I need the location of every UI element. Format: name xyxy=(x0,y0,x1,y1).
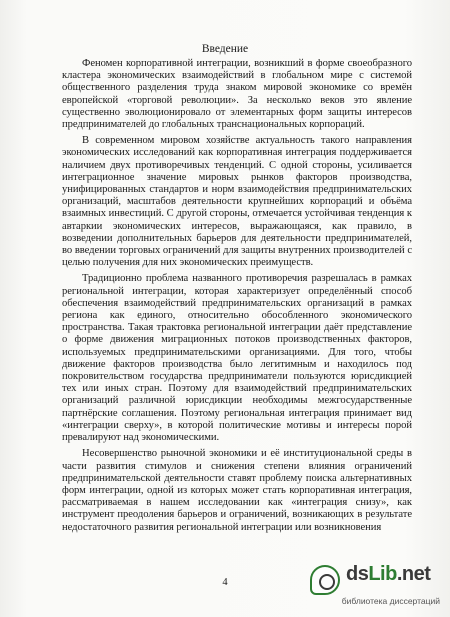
paragraph-3: Традиционно проблема названного противоречия разрешалась в рамках региональной интеграции, которая характеризует определённый способ обеспечения взаимодействий предпринимательских организаций в рамках региона как единого, относительно обособленного экономического пространства. Такая трактовка региональной интеграции даёт представление о форме движения миграционных потоков производственных факторов, используемых предпринимательскими организациями. Для того, чтобы движение факторов производства было легитимным и находилось под покровительством государства предприниматели пользуются юрисдикцией тех или иных стран. Поэтому для взаимодействий предпринимательских организаций различной юрисдикции необходимы межгосударственные партнёрские соглашения. Поэтому региональная интеграция принимает вид «интеграции сверху», в которой политические мотивы и интересы порой превалируют над экономическими. xyxy=(62,273,412,444)
watermark-subtitle: библиотека диссертаций xyxy=(341,596,440,606)
dslib-watermark xyxy=(310,563,440,613)
watermark-logo xyxy=(346,563,430,586)
logo-part-ds: ds xyxy=(346,563,369,585)
paragraph-4: Несовершенство рыночной экономики и её институциональной среды в части развития стимулов и снижения степени влияния ограничений предпринимательской деятельности ставят проблему поиска альтернативных форм интеграции, одной из которых может стать корпоративная интеграция, рассматриваемая в нашем исследовании как «интеграция снизу», как инструмент преодоления барьеров и ограничений, возникающих в результате недостаточного развития региональной интеграции или возникновения xyxy=(62,448,412,533)
logo-part-lib: Lib xyxy=(368,563,397,585)
document-body xyxy=(62,58,412,538)
logo-part-net: .net xyxy=(396,563,431,585)
page-number: 4 xyxy=(222,577,228,588)
magnifier-logo-icon xyxy=(310,565,340,595)
paragraph-1: Феномен корпоративной интеграции, возникший в форме своеобразного кластера экономических взаимодействий в глобальном мире с системой общественного разделения труда знаком мировой экономике со времён европейской «торговой революции». За несколько веков это явление существенно эволюционировало от элементарных форм защиты интересов предпринимателей до глобальных транснациональных корпораций. xyxy=(62,58,412,131)
page-heading: Введение xyxy=(201,43,249,55)
paragraph-2: В современном мировом хозяйстве актуальность такого направления экономических исследований как корпоративная интеграция поддерживается наличием двух противоречивых тенденций. С одной стороны, усиливается интеграционное значение мировых рынков факторов производства, унифицированных стандартов и норм взаимодействия предпринимательских организаций, масштабов деятельности крупнейших корпораций и объёма взаимных инвестиций. С другой стороны, отмечается устойчивая тенденция к автаркии экономических интересов, выражающаяся, как правило, в возведении дополнительных барьеров для деятельности предпринимателей, во введении торговых ограничений для защиты внутренних производителей с целью получения для них экономических преимуществ. xyxy=(62,135,412,269)
